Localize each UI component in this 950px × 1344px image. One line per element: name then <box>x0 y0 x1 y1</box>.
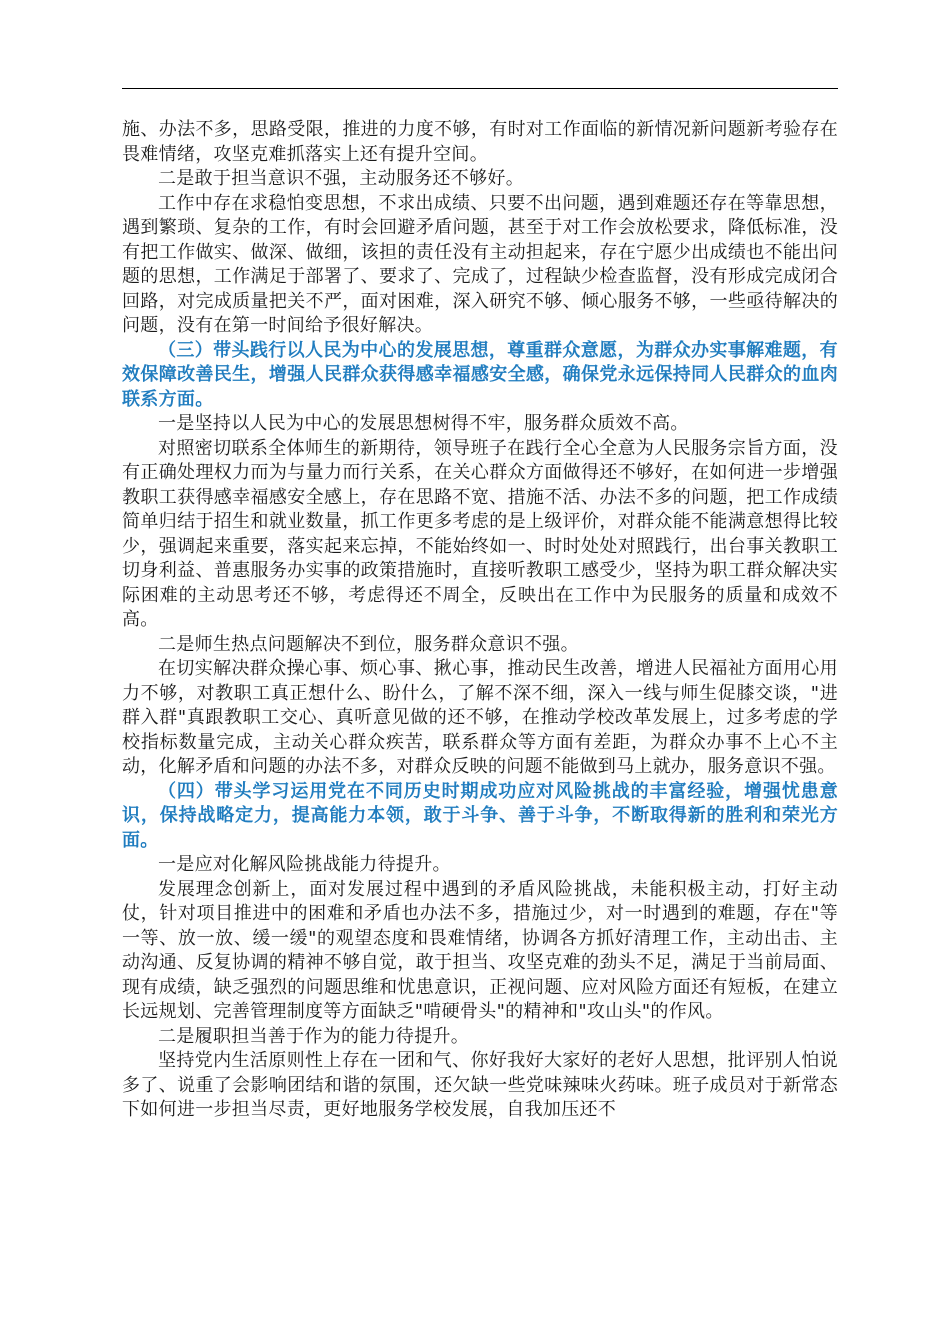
paragraph-s4-point-one-body: 发展理念创新上，面对发展过程中遇到的矛盾风险挑战，未能积极主动，打好主动仗，针对项目推进中的困难和矛盾也办法不多，措施过少，对一时遇到的难题，存在"等一等、放一放、缓一缓"的观望态度和畏难情绪，协调各方抓好清理工作，主动出击、主动沟通、反复协调的精神不够自觉，敢于担当、攻坚克难的劲头不足，满足于当前局面、现有成绩，缺乏强烈的问题思维和忧患意识，正视问题、应对风险方面还有短板，在建立长远规划、完善管理制度等方面缺乏"啃硬骨头"的精神和"攻山头"的作风。 <box>122 878 838 1022</box>
paragraph-point-two-title: 二是敢于担当意识不强，主动服务还不够好。 <box>158 168 524 189</box>
paragraph-continuation: 施、办法不多，思路受限，推进的力度不够，有时对工作面临的新情况新问题新考验存在畏难情绪，攻坚克难抓落实上还有提升空间。 <box>122 119 838 165</box>
paragraph-s4-point-one-title: 一是应对化解风险挑战能力待提升。 <box>158 854 451 875</box>
paragraph-s3-point-two-body: 在切实解决群众操心事、烦心事、揪心事，推动民生改善，增进人民福祉方面用心用力不够，对教职工真正想什么、盼什么，了解不深不细，深入一线与师生促膝交谈，"进群入群"真跟教职工交心、真听意见做的还不够，在推动学校改革发展上，过多考虑的学校指标数量完成，主动关心群众疾苦，联系群众等方面有差距，为群众办事不上心不主动，化解矛盾和问题的办法不多，对群众反映的问题不能做到马上就办，服务意识不强。 <box>122 658 838 777</box>
section-heading-3: （三）带头践行以人民为中心的发展思想，尊重群众意愿，为群众办实事解难题，有效保障改善民生，增强人民群众获得感幸福感安全感，确保党永远保持同人民群众的血肉联系方面。 <box>122 339 838 410</box>
paragraph-s4-point-two-body: 坚持党内生活原则性上存在一团和气、你好我好大家好的老好人思想，批评别人怕说多了、说重了会影响团结和谐的氛围，还欠缺一些党味辣味火药味。班子成员对于新常态下如何进一步担当尽责，更好地服务学校发展，自我加压还不 <box>122 1050 838 1120</box>
paragraph-s3-point-one-body: 对照密切联系全体师生的新期待，领导班子在践行全心全意为人民服务宗旨方面，没有正确处理权力而为与量力而行关系，在关心群众方面做得还不够好，在如何进一步增强教职工获得感幸福感安全感上，存在思路不宽、措施不活、办法不多的问题，把工作成绩简单归结于招生和就业数量，抓工作更多考虑的是上级评价，对群众能不能满意想得比较少，强调起来重要，落实起来忘掉，不能始终如一、时时处处对照践行，出台事关教职工切身利益、普惠服务办实事的政策措施时，直接听教职工感受少，坚持为职工群众解决实际困难的主动思考还不够，考虑得还不周全，反映出在工作中为民服务的质量和成效不高。 <box>122 437 838 630</box>
document-body <box>122 118 838 1123</box>
paragraph-point-two-body: 工作中存在求稳怕变思想，不求出成绩、只要不出问题，遇到难题还存在等靠思想，遇到繁琐、复杂的工作，有时会回避矛盾问题，甚至于对工作会放松要求，降低标准，没有把工作做实、做深、做细，该担的责任没有主动担起来，存在宁愿少出成绩也不能出问题的思想，工作满足于部署了、要求了、完成了，过程缺少检查监督，没有形成完成闭合回路，对完成质量把关不严，面对困难，深入研究不够、倾心服务不够，一些亟待解决的问题，没有在第一时间给予很好解决。 <box>122 192 838 336</box>
header-rule <box>122 88 838 89</box>
paragraph-s4-point-two-title: 二是履职担当善于作为的能力待提升。 <box>158 1025 470 1047</box>
paragraph-s3-point-one-title: 一是坚持以人民为中心的发展思想树得不牢，服务群众质效不高。 <box>158 413 689 434</box>
section-heading-4: （四）带头学习运用党在不同历史时期成功应对风险挑战的丰富经验，增强忧患意识，保持战略定力，提高能力本领，敢于斗争、善于斗争，不断取得新的胜利和荣光方面。 <box>122 780 838 851</box>
paragraph-s3-point-two-title: 二是师生热点问题解决不到位，服务群众意识不强。 <box>158 633 579 655</box>
